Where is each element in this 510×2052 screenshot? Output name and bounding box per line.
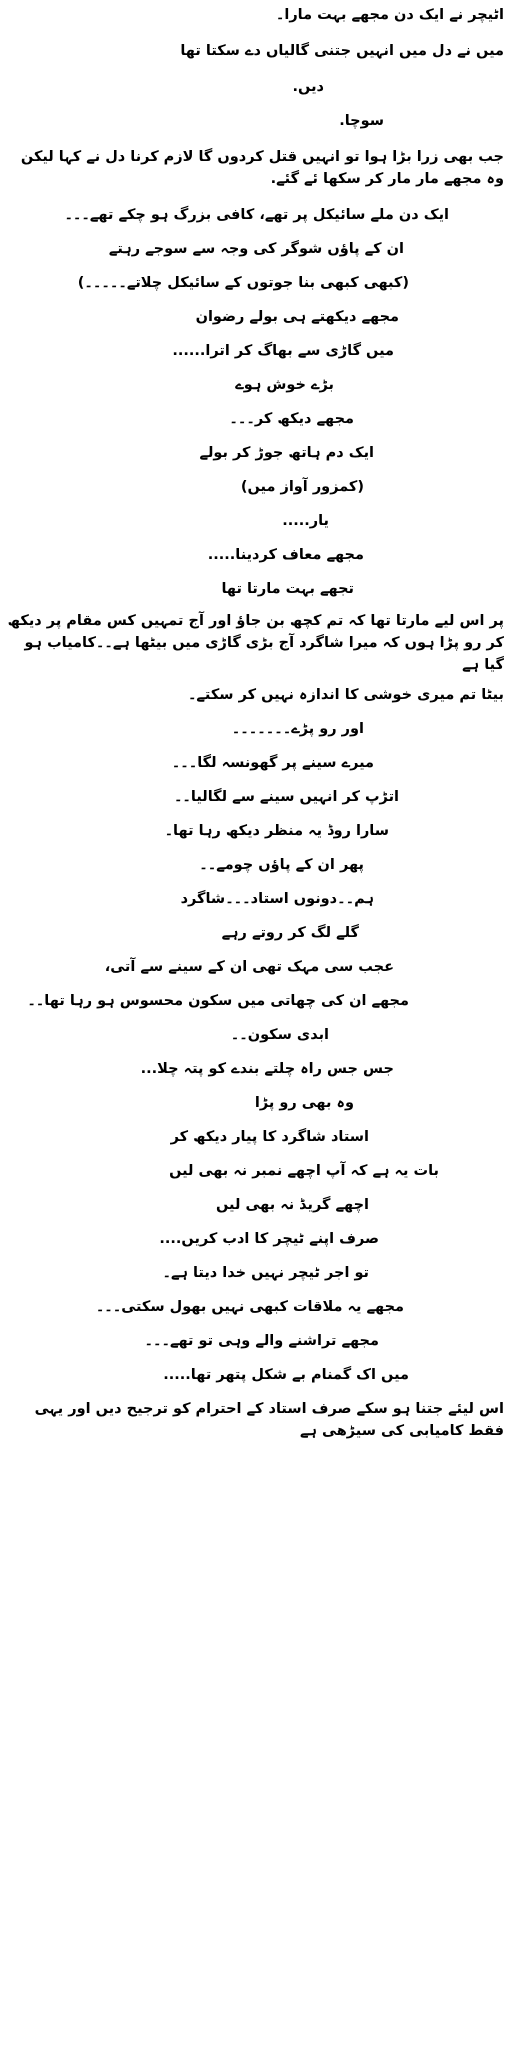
text-line: یار.....: [282, 513, 329, 529]
article-body: [0, 4, 510, 1442]
text-line: مجھے دیکھ کر۔۔۔: [229, 411, 354, 427]
text-line: (کمزور آواز میں): [240, 479, 364, 495]
text-line: وہ بھی رو پڑا: [254, 1095, 354, 1111]
text-line: ان کے پاؤں شوگر کی وجہ سے سوجے رہتے: [108, 241, 404, 257]
text-line: اتڑپ کر انہیں سینے سے لگالیا۔۔: [173, 789, 399, 805]
text-line: جس جس راہ چلتے بندے کو پتہ چلا...: [140, 1061, 394, 1077]
text-line: عجب سی مہک تھی ان کے سینے سے آتی،: [104, 959, 394, 975]
text-line: میں اک گمنام بے شکل پتھر تھا.....: [163, 1367, 409, 1383]
text-line: اچھے گریڈ نہ بھی لیں: [216, 1197, 369, 1213]
text-line: بڑے خوش ہوے: [235, 377, 334, 393]
text-line: (کبھی کبھی بنا جوتوں کے سائیکل چلاتے۔۔۔۔۔): [77, 275, 409, 291]
text-line: سوچا.: [339, 113, 384, 129]
text-line: مجھے ان کی چھاتی میں سکون محسوس ہو رہا تھا۔۔: [27, 993, 409, 1009]
text-line: تجھے بہت مارتا تھا: [221, 581, 354, 597]
text-line: میں نے دل میں انہیں جتنی گالیاں دے سکتا تھا: [180, 43, 504, 59]
text-line: گلے لگ کر روتے رہے: [221, 925, 359, 941]
text-line: استاد شاگرد کا پیار دیکھ کر: [170, 1129, 369, 1145]
text-line: مجھے معاف کردینا.....: [207, 547, 364, 563]
text-line: بیٹا تم میری خوشی کا اندازہ نہیں کر سکتے۔: [187, 687, 504, 703]
text-line: اور رو پڑے۔۔۔۔۔۔۔: [231, 721, 364, 737]
text-line: دیں.: [292, 79, 324, 95]
text-line: سارا روڈ یہ منظر دیکھ رہا تھا۔: [164, 823, 389, 839]
text-line: مجھے یہ ملاقات کبھی نہیں بھول سکتی۔۔۔: [95, 1299, 404, 1315]
text-line: ہم۔۔دونوں استاد۔۔۔شاگرد: [180, 891, 374, 907]
text-line: ابدی سکون۔۔: [230, 1027, 329, 1043]
text-line: پھر ان کے پاؤں چومے۔۔: [199, 857, 364, 873]
text-line: مجھے تراشنے والے وہی تو تھے۔۔۔: [144, 1333, 379, 1349]
text-line: بات یہ ہے کہ آپ اچھے نمبر نہ بھی لیں: [169, 1163, 439, 1179]
text-line: جب بھی زرا بڑا ہوا تو انہیں قتل کردوں گا لازم کرنا دل نے کہا لیکن وہ مجھے مار مار کر سکھا ئے گئے.: [20, 149, 504, 187]
text-line: اٹیچر نے ایک دن مجھے بہت مارا۔: [275, 7, 504, 23]
text-line: صرف اپنے ٹیچر کا ادب کریں....: [159, 1231, 379, 1247]
text-line: ایک دن ملے سائیکل پر تھے، کافی بزرگ ہو چکے تھے۔۔۔: [64, 207, 449, 223]
text-line: اس لیئے جتنا ہو سکے صرف استاد کے احترام کو ترجیح دیں اور یہی فقط کامیابی کی سیڑھی ہے: [34, 1401, 504, 1439]
text-line: پر اس لیے مارتا تھا کہ تم کچھ بن جاؤ اور آج تمہیں کس مقام پر دیکھ کر رو پڑا ہوں کہ میرا شاگرد آج بڑی گاڑی میں بیٹھا ہے۔۔کامیاب ہو گیا ہے: [7, 613, 504, 673]
text-line: ایک دم ہاتھ جوڑ کر بولے: [199, 445, 374, 461]
text-line: تو اجر ٹیچر نہیں خدا دیتا ہے۔: [162, 1265, 369, 1281]
text-line: مجھے دیکھتے ہی بولے رضوان: [195, 309, 399, 325]
text-line: میرے سینے پر گھونسہ لگا۔۔۔: [171, 755, 374, 771]
text-line: میں گاڑی سے بھاگ کر اترا......: [172, 343, 394, 359]
